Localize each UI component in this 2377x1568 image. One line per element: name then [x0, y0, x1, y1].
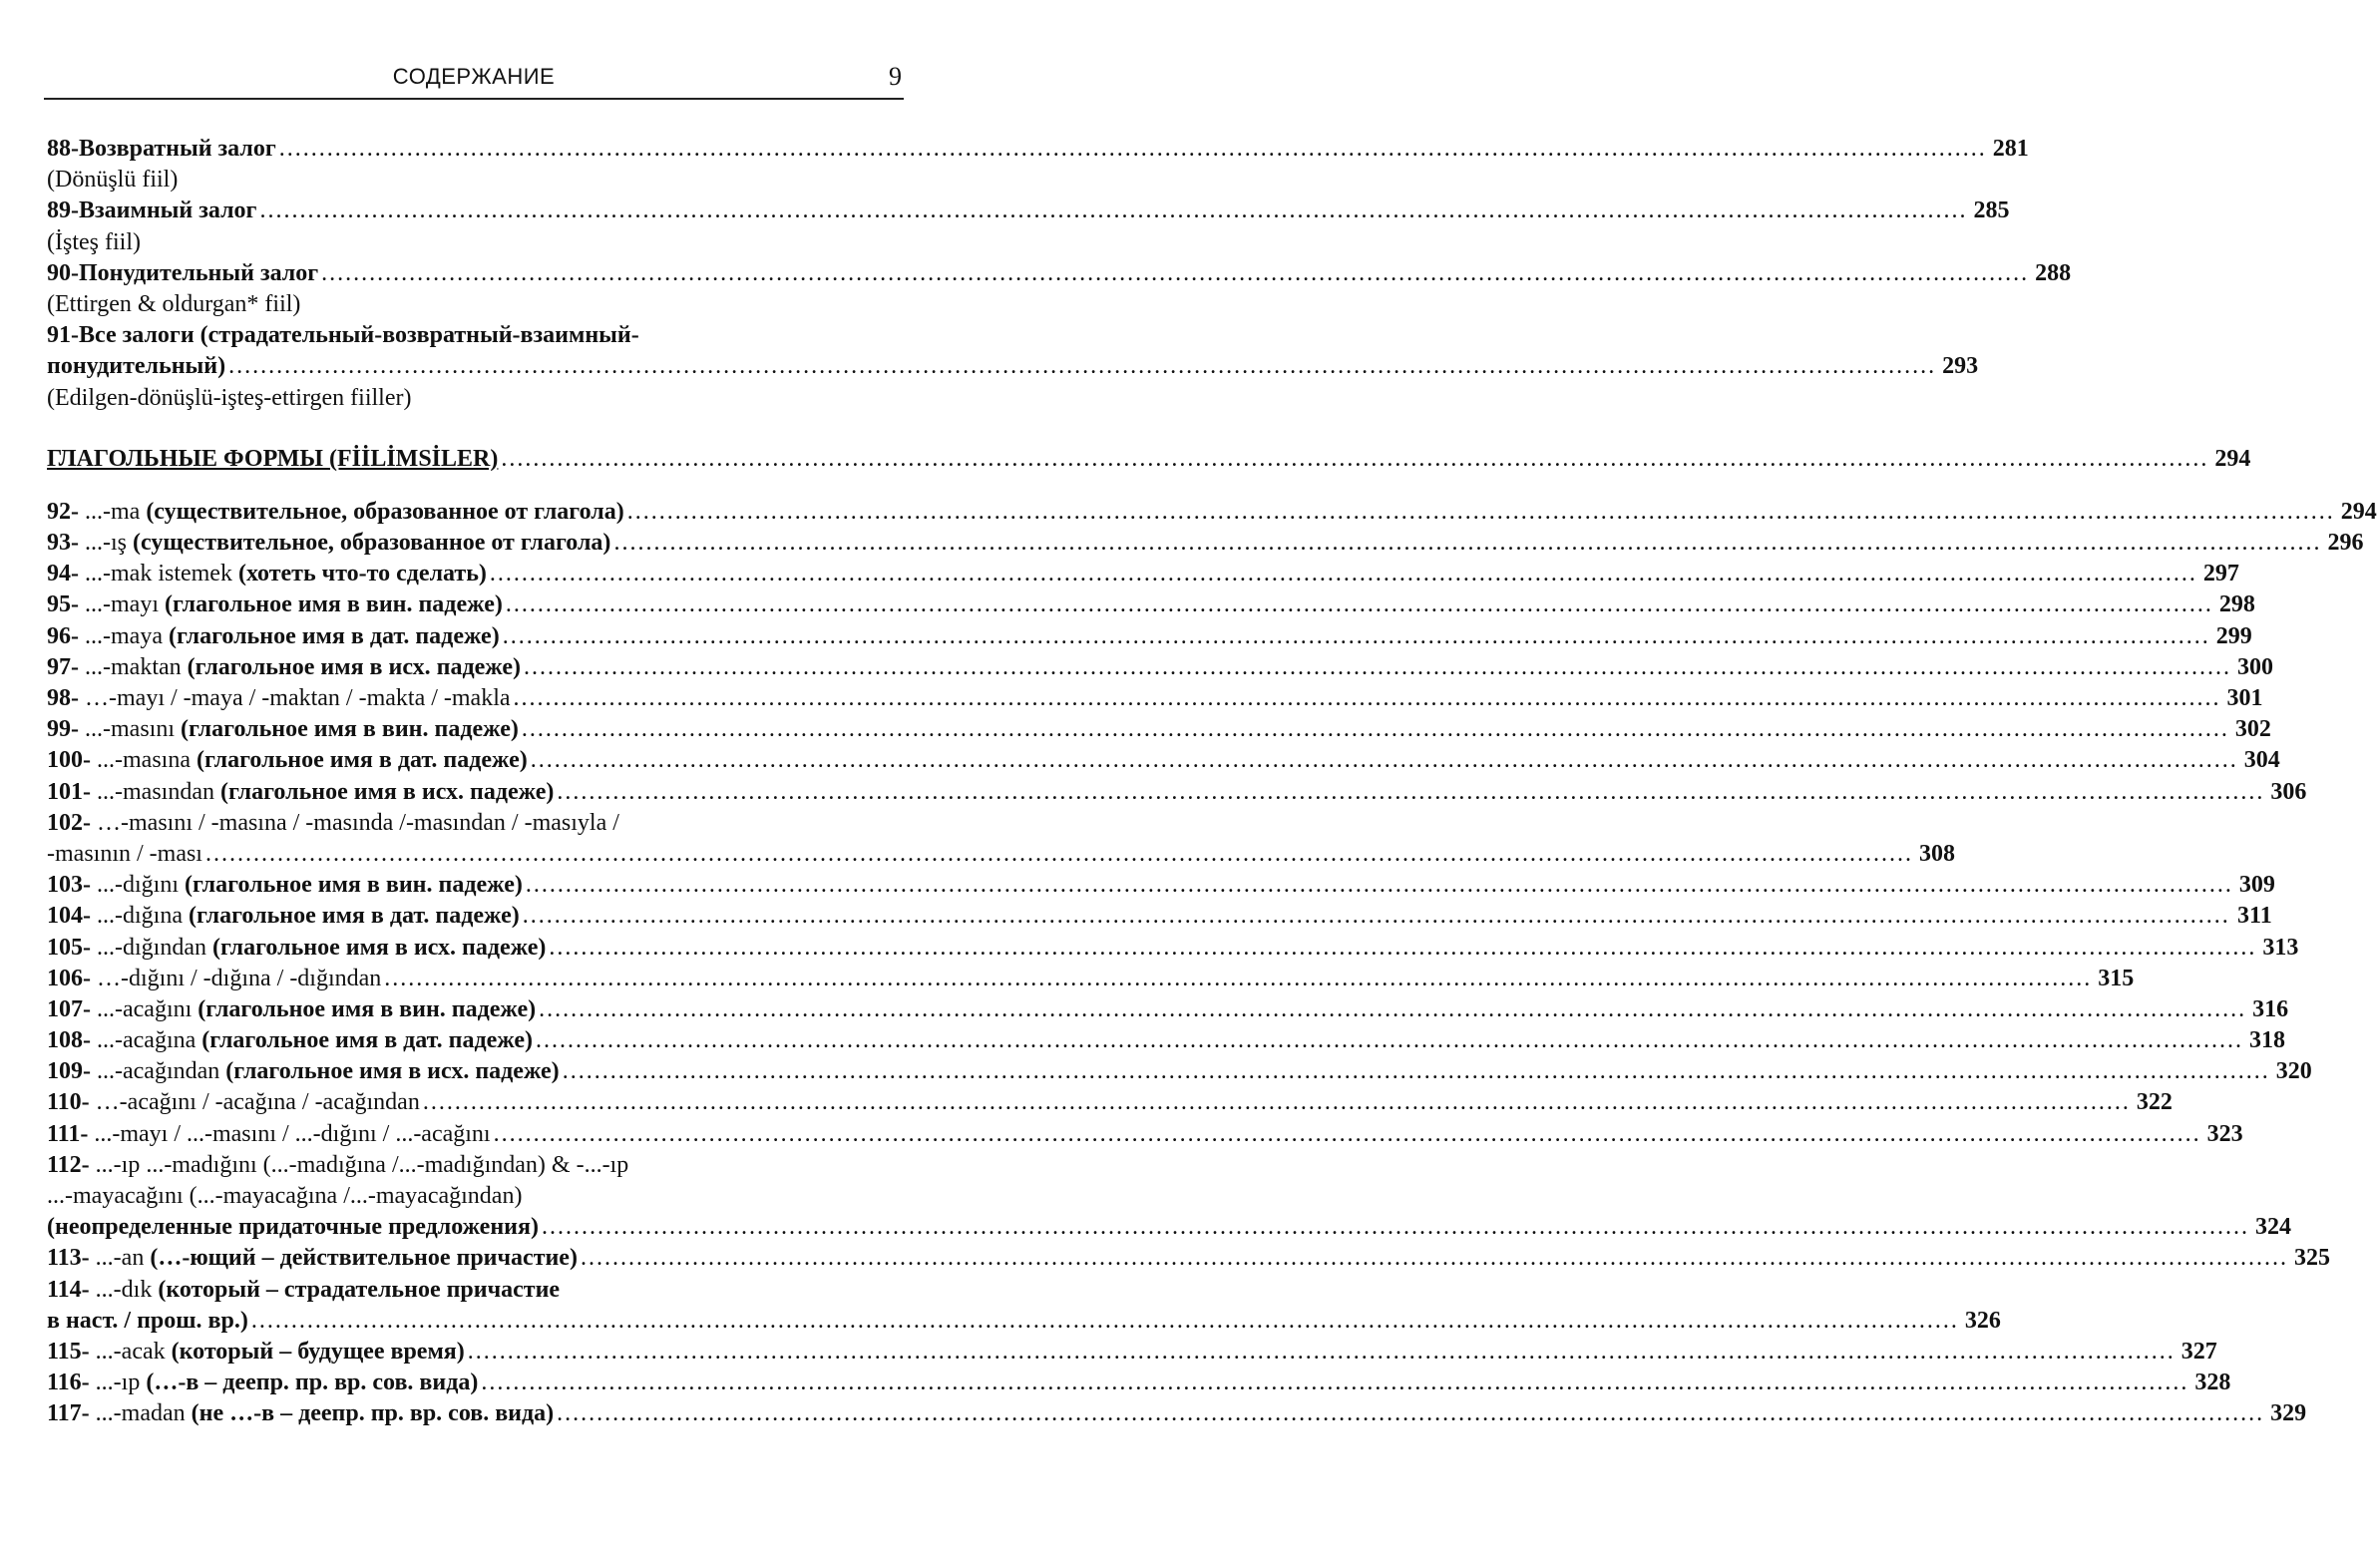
item-number: 98- [47, 685, 79, 711]
item-page: 306 [2270, 778, 2307, 805]
toc-item-111[interactable] [47, 1119, 2243, 1150]
item-number: 101- [47, 778, 91, 805]
toc-item-102[interactable] [47, 808, 902, 839]
page-header [44, 62, 904, 100]
item-number: 100- [47, 747, 91, 774]
item-desc: (хотеть что-то сделать) [237, 561, 487, 588]
dot-leader [557, 1398, 2264, 1429]
dot-leader [384, 964, 2092, 994]
item-number: 103- [47, 872, 91, 899]
toc-item-105[interactable] [47, 933, 2299, 964]
toc-item-93[interactable] [47, 528, 2364, 559]
item-number: 115- [47, 1338, 90, 1365]
item-suffix: ...-ıp ...-madığını (...-madığına /...-madığından) & -...-ıp [95, 1151, 629, 1178]
dot-leader [522, 714, 2229, 745]
item-number: 97- [47, 653, 79, 680]
toc-entry-88[interactable] [47, 134, 2029, 165]
toc-item-110[interactable] [47, 1087, 2173, 1118]
item-desc: (глагольное имя в дат. падеже) [201, 1027, 534, 1054]
dot-leader [423, 1087, 2131, 1118]
toc-item-113[interactable] [47, 1243, 2330, 1274]
item-page: 315 [2098, 965, 2135, 991]
toc-item-100[interactable] [47, 745, 2280, 776]
dot-leader [503, 621, 2210, 652]
item-suffix: ...-masına [97, 747, 191, 774]
entry-number: 88- [47, 136, 79, 162]
entry-page: 293 [1942, 353, 1979, 380]
item-desc: (…-ющий – действительное причастие) [150, 1245, 578, 1272]
item-suffix: ...-ıp [95, 1370, 141, 1396]
item-number: 114- [47, 1276, 90, 1303]
toc-item-112-cont[interactable] [47, 1212, 2291, 1243]
item-desc: (глагольное имя в вин. падеже) [164, 591, 503, 618]
item-desc: (глагольное имя в исх. падеже) [211, 934, 547, 961]
toc-item-96[interactable] [47, 621, 2252, 652]
entry-title: Понудительный залог [79, 259, 319, 286]
dot-leader [563, 1056, 2270, 1087]
dot-leader [539, 994, 2246, 1025]
toc-item-108[interactable] [47, 1025, 2286, 1056]
entry-title: Все залоги (страдательный-возвратный-взаимный- [79, 322, 639, 349]
item-number: 99- [47, 716, 79, 743]
dot-leader [581, 1243, 2288, 1274]
toc-item-109[interactable] [47, 1056, 2312, 1087]
item-page: 296 [2327, 530, 2364, 557]
dot-leader [627, 497, 2335, 528]
item-desc: (глагольное имя в дат. падеже) [196, 747, 528, 774]
toc-item-101[interactable] [47, 777, 2307, 808]
item-desc: (глагольное имя в вин. падеже) [185, 872, 523, 899]
item-number: 109- [47, 1058, 91, 1085]
item-desc: (…-в – деепр. пр. вр. сов. вида) [146, 1370, 479, 1396]
item-page: 329 [2270, 1400, 2307, 1427]
dot-leader [557, 777, 2264, 808]
item-number: 95- [47, 591, 79, 618]
item-page: 304 [2243, 747, 2280, 774]
entry-number: 90- [47, 259, 79, 286]
section-heading[interactable] [47, 444, 2251, 475]
toc-entry-91-cont[interactable] [47, 351, 1979, 382]
dot-leader [524, 652, 2231, 683]
item-page: 298 [2218, 591, 2255, 618]
item-desc: (не …-в – деепр. пр. вр. сов. вида) [191, 1400, 555, 1427]
item-number: 92- [47, 498, 79, 525]
dot-leader [549, 933, 2256, 964]
toc-entry-89[interactable] [47, 196, 2010, 226]
item-suffix: ...-dık [95, 1276, 153, 1303]
item-desc: (глагольное имя в исх. падеже) [219, 778, 555, 805]
dot-leader [321, 258, 2029, 289]
item-number: 102- [47, 809, 91, 836]
item-suffix: ...-acak [95, 1338, 166, 1365]
dot-leader [501, 444, 2208, 475]
item-number: 94- [47, 561, 79, 588]
toc-item-114[interactable] [47, 1275, 902, 1306]
item-number: 110- [47, 1089, 90, 1116]
dot-leader [531, 745, 2238, 776]
item-suffix: ...-mak istemek [85, 561, 232, 588]
entry-subtitle: (Dönüşlü fiil) [47, 167, 179, 194]
header-title: СОДЕРЖАНИЕ [392, 64, 556, 89]
item-number: 107- [47, 995, 91, 1022]
entry-number: 89- [47, 197, 79, 224]
page-number: 9 [889, 62, 902, 91]
item-number: 96- [47, 622, 79, 649]
item-page: 299 [2215, 622, 2252, 649]
item-suffix: ...-maya [85, 622, 163, 649]
dot-leader [490, 559, 2197, 589]
item-number: 116- [47, 1370, 90, 1396]
dot-leader [205, 839, 1913, 870]
item-page: 302 [2234, 716, 2271, 743]
item-number: 104- [47, 903, 91, 930]
item-page: 313 [2262, 934, 2299, 961]
item-suffix: ...-dığından [97, 934, 206, 961]
item-page: 324 [2254, 1214, 2291, 1241]
item-page: 328 [2194, 1370, 2231, 1396]
item-number: 106- [47, 965, 91, 991]
entry-page: 285 [1973, 197, 2010, 224]
toc-item-106[interactable] [47, 964, 2135, 994]
item-page: 318 [2249, 1027, 2286, 1054]
item-page: 325 [2293, 1245, 2330, 1272]
dot-leader [613, 528, 2321, 559]
dot-leader [468, 1337, 2176, 1368]
item-suffix: ...-madan [95, 1400, 186, 1427]
entry-page: 281 [1992, 136, 2029, 162]
dot-leader [259, 196, 1967, 226]
dot-leader [506, 589, 2213, 620]
item-suffix: ...-ış [85, 530, 127, 557]
item-page: 316 [2252, 995, 2289, 1022]
item-desc: (который – страдательное причастие [158, 1276, 561, 1303]
toc-entry-91[interactable] [47, 320, 902, 351]
toc-item-99[interactable] [47, 714, 2271, 745]
entry-number: 91- [47, 322, 79, 349]
item-suffix: ...-acağına [97, 1027, 197, 1054]
item-page: 301 [2226, 685, 2263, 711]
entry-title: Возвратный залог [79, 136, 276, 162]
toc-item-112[interactable] [47, 1150, 902, 1181]
toc-item-116[interactable] [47, 1368, 2231, 1398]
item-number: 112- [47, 1151, 90, 1178]
toc-item-95[interactable] [47, 589, 2255, 620]
toc-item-103[interactable] [47, 870, 2275, 901]
item-number: 113- [47, 1245, 90, 1272]
item-suffix: ...-masını [85, 716, 175, 743]
dot-leader [279, 134, 1987, 165]
item-suffix: …-dığını / -dığına / -dığından [97, 965, 382, 991]
item-page: 311 [2237, 903, 2272, 930]
entry-subtitle: (Ettirgen & oldurgan* fiil) [47, 290, 301, 317]
dot-leader [536, 1025, 2243, 1056]
item-desc: (существительное, образованное от глагола) [133, 530, 611, 557]
item-desc: (глагольное имя в вин. падеже) [181, 716, 519, 743]
toc-item-117[interactable] [47, 1398, 2307, 1429]
section-title: ГЛАГОЛЬНЫЕ ФОРМЫ (FİİLİMSİLER) [47, 445, 499, 472]
item-number: 105- [47, 934, 91, 961]
item-suffix-cont: -masının / -ması [47, 840, 202, 867]
item-page: 323 [2206, 1120, 2243, 1147]
item-suffix: ...-dığına [97, 903, 183, 930]
dot-leader [494, 1119, 2201, 1150]
toc-item-98[interactable] [47, 683, 2263, 714]
item-page: 294 [2340, 498, 2377, 525]
toc-item-114-cont[interactable] [47, 1306, 2001, 1337]
dot-leader [526, 870, 2233, 901]
entry-subtitle: (İşteş fiil) [47, 228, 141, 255]
item-suffix: ...-masından [97, 778, 214, 805]
item-desc-cont: в наст. / прош. вр.) [47, 1307, 248, 1334]
item-number: 93- [47, 530, 79, 557]
item-desc: (который – будущее время) [171, 1338, 465, 1365]
toc-item-92[interactable] [47, 497, 2377, 528]
item-suffix: ...-mayı / ...-masını / ...-dığını / ...-acağını [94, 1120, 491, 1147]
section-page: 294 [2214, 445, 2251, 472]
toc-item-102-cont[interactable] [47, 839, 1955, 870]
table-of-contents [47, 134, 2377, 1430]
entry-title-cont: понудительный) [47, 353, 226, 380]
item-page: 320 [2275, 1058, 2312, 1085]
item-page: 297 [2202, 561, 2239, 588]
item-desc: (неопределенные придаточные предложения) [47, 1214, 539, 1241]
dot-leader [523, 901, 2230, 932]
item-desc: (глагольное имя в исх. падеже) [187, 653, 522, 680]
item-page: 300 [2237, 653, 2274, 680]
item-suffix: ...-maktan [85, 653, 182, 680]
item-number: 117- [47, 1400, 90, 1427]
dot-leader [251, 1306, 1959, 1337]
item-suffix: …-mayı / -maya / -maktan / -makta / -makla [85, 685, 511, 711]
entry-page: 288 [2035, 259, 2072, 286]
dot-leader [228, 351, 1936, 382]
item-suffix-cont: ...-mayacağını (...-mayacağına /...-mayacağından) [47, 1183, 523, 1209]
entry-title: Взаимный залог [79, 197, 257, 224]
toc-item-97[interactable] [47, 652, 2274, 683]
item-page: 327 [2180, 1338, 2217, 1365]
item-suffix: ...-an [95, 1245, 145, 1272]
item-suffix: …-acağını / -acağına / -acağından [95, 1089, 420, 1116]
item-suffix: ...-dığını [97, 872, 179, 899]
item-suffix: ...-ma [85, 498, 141, 525]
item-desc: (глагольное имя в вин. падеже) [198, 995, 537, 1022]
toc-item-107[interactable] [47, 994, 2289, 1025]
item-suffix: ...-acağından [97, 1058, 220, 1085]
dot-leader [481, 1368, 2188, 1398]
toc-item-94[interactable] [47, 559, 2239, 589]
dot-leader [514, 683, 2221, 714]
item-desc: (глагольное имя в дат. падеже) [168, 622, 500, 649]
item-suffix: …-masını / -masına / -masında /-masından / -masıyla / [97, 809, 619, 836]
toc-item-115[interactable] [47, 1337, 2217, 1368]
item-number: 111- [47, 1120, 89, 1147]
dot-leader [542, 1212, 2249, 1243]
toc-item-104[interactable] [47, 901, 2272, 932]
item-number: 108- [47, 1027, 91, 1054]
item-page: 308 [1918, 840, 1955, 867]
item-suffix: ...-acağını [97, 995, 193, 1022]
toc-entry-90[interactable] [47, 258, 2072, 289]
entry-subtitle: (Edilgen-dönüşlü-işteş-ettirgen fiiller) [47, 384, 412, 411]
item-page: 322 [2136, 1089, 2173, 1116]
item-page: 309 [2238, 872, 2275, 899]
item-desc: (глагольное имя в исх. падеже) [225, 1058, 560, 1085]
item-page: 326 [1964, 1307, 2001, 1334]
item-desc: (существительное, образованное от глагола) [146, 498, 624, 525]
item-desc: (глагольное имя в дат. падеже) [188, 903, 520, 930]
item-suffix: ...-mayı [85, 591, 159, 618]
